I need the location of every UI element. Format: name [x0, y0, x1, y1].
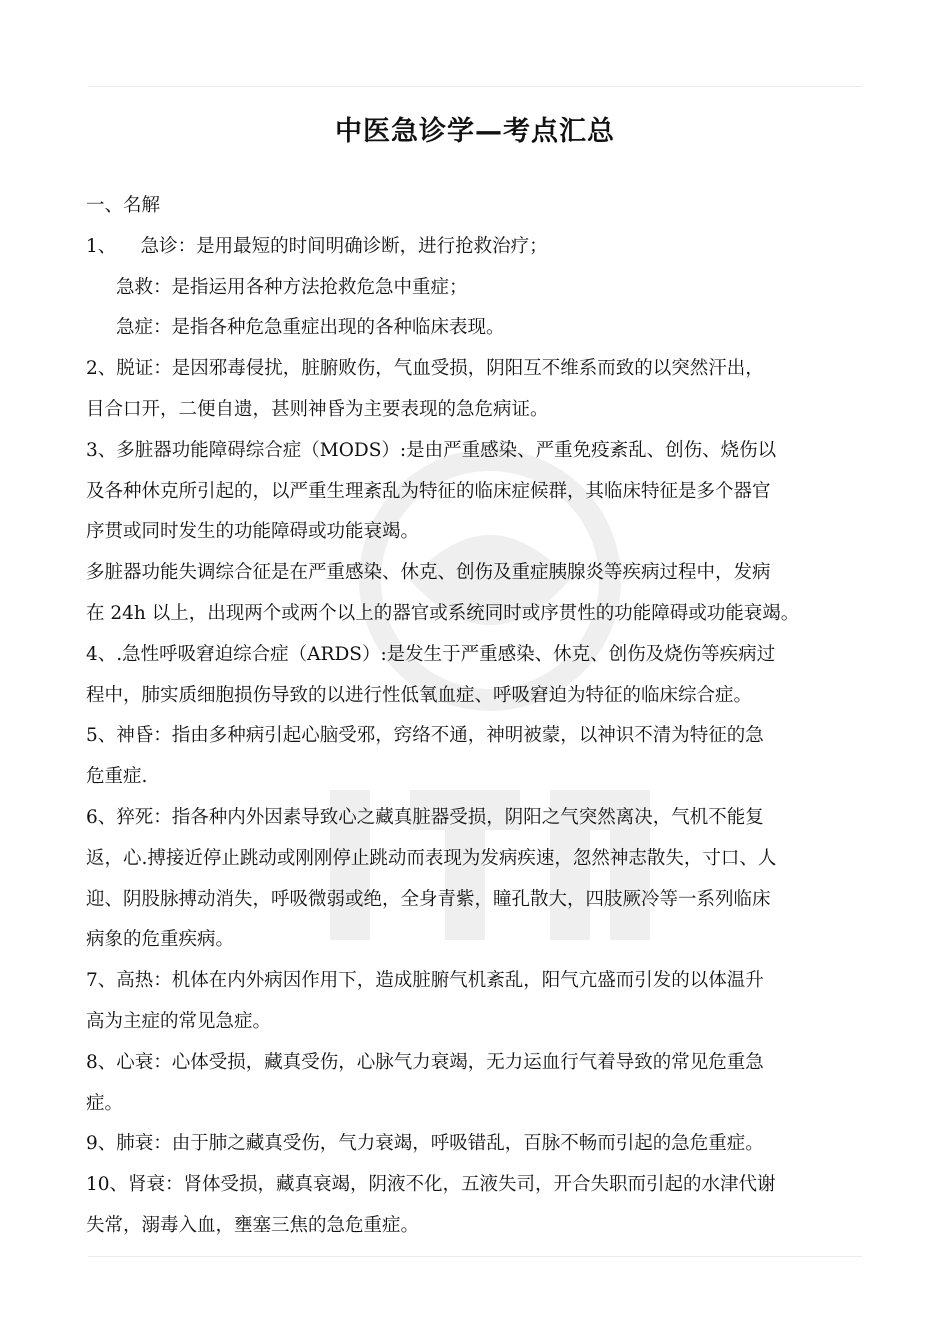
- text-line: 迎、阴股脉搏动消失，呼吸微弱或绝，全身青紫，瞳孔散大，四肢厥冷等一系列临床: [86, 888, 771, 910]
- text-line: 5、神昏：指由多种病引起心脑受邪，窍络不通，神明被蒙，以神识不清为特征的急: [86, 725, 764, 747]
- section-heading: 一、名解: [86, 195, 161, 216]
- footer-rule: [88, 1256, 862, 1257]
- text-line: 10、肾衰：肾体受损，藏真衰竭，阴液不化，五液失司，开合失职而引起的水津代谢: [86, 1174, 776, 1196]
- text-line: 病象的危重疾病。: [86, 929, 235, 951]
- text-line: 2、脱证：是因邪毒侵扰，脏腑败伤，气血受损，阴阳互不维系而致的以突然汗出，: [86, 358, 764, 380]
- text-line: 3、多脏器功能障碍综合症（MODS）:是由严重感染、严重免疫紊乱、创伤、烧伤以: [86, 439, 777, 461]
- text-line: 8、心衰：心体受损，藏真受伤，心脉气力衰竭，无力运血行气着导致的常见危重急: [86, 1051, 764, 1073]
- text-line: 失常，溺毒入血，壅塞三焦的急危重症。: [86, 1214, 420, 1236]
- text-line: 1、 急诊：是用最短的时间明确诊断，进行抢救治疗；: [86, 235, 548, 257]
- text-line: 返，心.搏接近停止跳动或刚刚停止跳动而表现为发病疾速，忽然神志散失，寸口、人: [86, 847, 777, 869]
- text-line: 7、高热：机体在内外病因作用下，造成脏腑气机紊乱，阳气亢盛而引发的以体温升: [86, 970, 764, 992]
- text-line: 6、猝死：指各种内外因素导致心之藏真脏器受损，阴阳之气突然离决，气机不能复: [86, 806, 764, 828]
- text-line: 在 24h 以上，出现两个或两个以上的器官或系统同时或序贯性的功能障碍或功能衰竭。: [86, 602, 800, 624]
- text-line: 4、.急性呼吸窘迫综合症（ARDS）:是发生于严重感染、休克、创伤及烧伤等疾病过: [86, 643, 776, 665]
- text-line: 急症：是指各种危急重症出现的各种临床表现。: [116, 317, 505, 339]
- text-line: 危重症.: [86, 766, 148, 788]
- text-line: 急救：是指运用各种方法抢救危急中重症；: [116, 276, 468, 298]
- document-body: [86, 186, 870, 1247]
- page-title: 中医急诊学—考点汇总: [335, 116, 615, 147]
- header-rule: [88, 86, 862, 87]
- text-line: 多脏器功能失调综合征是在严重感染、休克、创伤及重症胰腺炎等疾病过程中，发病: [86, 562, 771, 584]
- text-line: 目合口开，二便自遗，甚则神昏为主要表现的急危病证。: [86, 398, 549, 420]
- text-line: 及各种休克所引起的，以严重生理紊乱为特征的临床症候群，其临床特征是多个器官: [86, 480, 771, 502]
- text-line: 症。: [86, 1092, 124, 1114]
- text-line: 9、肺衰：由于肺之藏真受伤，气力衰竭，呼吸错乱，百脉不畅而引起的急危重症。: [86, 1133, 764, 1155]
- text-line: 序贯或同时发生的功能障碍或功能衰竭。: [86, 521, 420, 543]
- text-line: 程中，肺实质细胞损伤导致的以进行性低氧血症、呼吸窘迫为特征的临床综合症。: [86, 684, 753, 706]
- text-line: 高为主症的常见急症。: [86, 1010, 272, 1032]
